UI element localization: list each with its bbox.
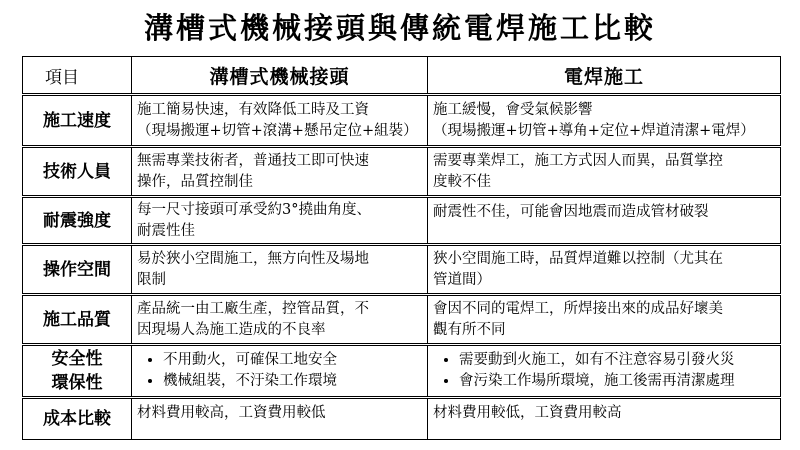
cell-line: 限制 <box>137 271 166 288</box>
welding-cell <box>428 295 781 345</box>
mechanical-cell <box>132 295 428 345</box>
cell-line: 材料費用較低，工資費用較高 <box>433 405 622 421</box>
cell-line: 耐震性佳 <box>137 222 195 239</box>
mechanical-cell <box>132 398 428 440</box>
bullet-list <box>137 350 422 392</box>
header-welding: 電焊施工 <box>428 57 781 95</box>
row-construction-quality <box>23 295 781 345</box>
cell-line: 材料費用較高，工資費用較低 <box>137 405 326 421</box>
row-label-line: 安全性 <box>51 349 103 369</box>
row-label: 操作空間 <box>23 245 132 295</box>
mechanical-cell <box>132 197 428 245</box>
welding-cell <box>428 345 781 398</box>
header-mechanical-joint: 溝槽式機械接頭 <box>132 57 428 95</box>
cell-line: 每一尺寸接頭可承受約3°撓曲角度、 <box>137 201 371 218</box>
list-item: • 會污染工作場所環境，施工後需再清潔處理 <box>459 371 775 392</box>
list-item: • 不用動火，可確保工地安全 <box>163 350 422 371</box>
mechanical-cell <box>132 345 428 398</box>
mechanical-cell <box>132 245 428 295</box>
row-technical-staff <box>23 147 781 197</box>
cell-line: 操作，品質控制佳 <box>137 173 253 190</box>
cell-line: 需要專業焊工，施工方式因人而異，品質掌控 <box>433 152 723 169</box>
row-label: 施工速度 <box>23 95 132 147</box>
row-label: 成本比較 <box>23 398 132 440</box>
row-operating-space <box>23 245 781 295</box>
welding-cell <box>428 147 781 197</box>
mechanical-cell <box>132 95 428 147</box>
row-label: 施工品質 <box>23 295 132 345</box>
row-label: 技術人員 <box>23 147 132 197</box>
cell-line: 狹小空間施工時，品質焊道難以控制（尤其在 <box>433 250 723 267</box>
cell-line: 產品統一由工廠生產，控管品質，不 <box>137 300 369 317</box>
list-item: • 機械組裝，不汙染工作環境 <box>163 371 422 392</box>
row-label: 耐震強度 <box>23 197 132 245</box>
welding-cell <box>428 398 781 440</box>
mechanical-cell <box>132 147 428 197</box>
row-label <box>23 345 132 398</box>
welding-cell <box>428 95 781 147</box>
cell-line: 管道間） <box>433 271 491 288</box>
row-construction-speed <box>23 95 781 147</box>
cell-line: 會因不同的電焊工，所焊接出來的成品好壞美 <box>433 300 723 317</box>
cell-line: （現場搬運+切管+導角+定位+焊道清潔+電焊） <box>433 122 755 139</box>
cell-line: 易於狹小空間施工，無方向性及場地 <box>137 250 369 267</box>
row-safety-environment <box>23 345 781 398</box>
bullet-list <box>433 350 775 392</box>
welding-cell <box>428 197 781 245</box>
row-label-line: 環保性 <box>51 373 103 393</box>
comparison-table <box>22 56 781 440</box>
cell-line: 施工緩慢，會受氣候影響 <box>433 101 593 118</box>
cell-line: 無需專業技術者，普通技工即可快速 <box>137 152 369 169</box>
page-title: 溝槽式機械接頭與傳統電焊施工比較 <box>143 11 656 45</box>
cell-line: 觀有所不同 <box>433 321 506 338</box>
row-seismic-strength <box>23 197 781 245</box>
cell-line: （現場搬運+切管+滾溝+懸吊定位+組裝） <box>137 122 418 139</box>
cell-line: 因現場人為施工造成的不良率 <box>137 321 326 338</box>
header-item: 項目 <box>23 57 132 95</box>
welding-cell <box>428 245 781 295</box>
cell-line: 度較不佳 <box>433 173 491 190</box>
cell-line: 施工簡易快速，有效降低工時及工資 <box>137 101 369 118</box>
header-row <box>23 57 781 95</box>
row-cost-comparison <box>23 398 781 440</box>
list-item: • 需要動到火施工，如有不注意容易引發火災 <box>459 350 775 371</box>
cell-line: 耐震性不佳，可能會因地震而造成管材破裂 <box>433 204 709 220</box>
